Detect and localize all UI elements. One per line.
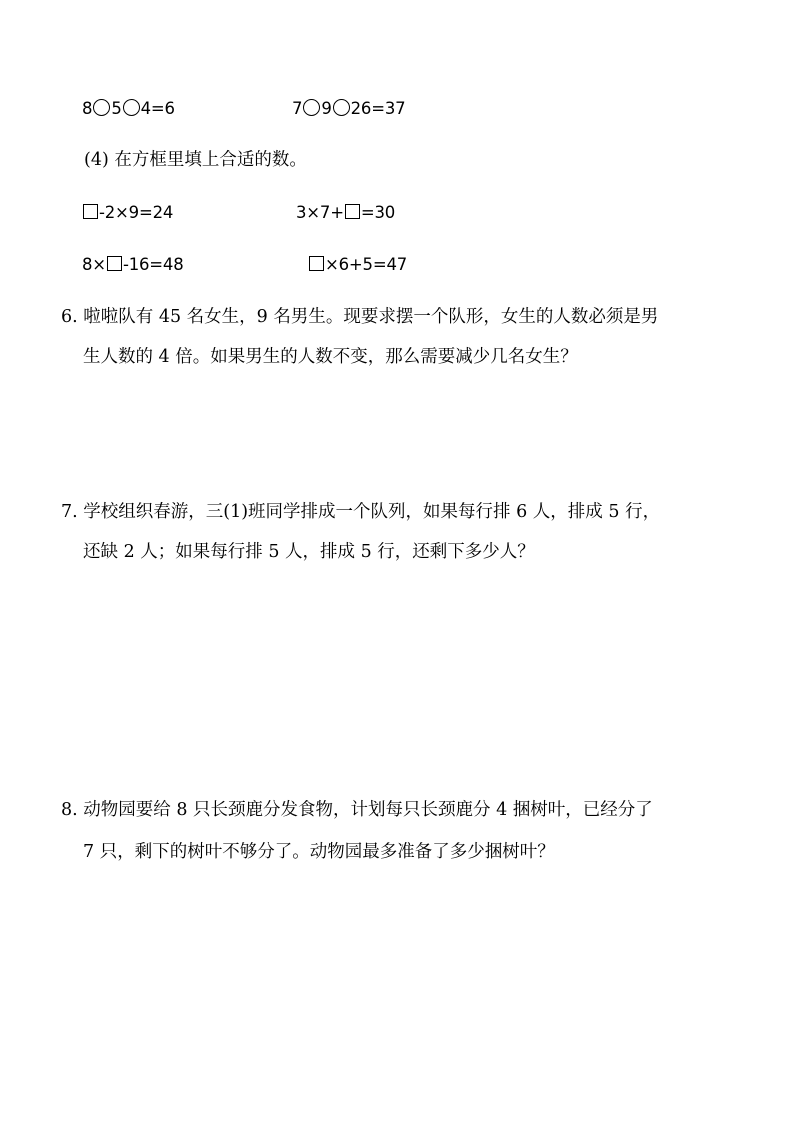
operator-circle-blank[interactable] [333, 99, 350, 116]
operator-circle-blank[interactable] [123, 99, 140, 116]
operator-circle-blank[interactable] [303, 99, 320, 116]
question-6-line-2: 生人数的 4 倍。如果男生的人数不变，那么需要减少几名女生？ [83, 347, 578, 367]
operand: 8 [82, 99, 93, 118]
equation-row2-right [296, 201, 395, 225]
question-8-line-1: 8. 动物园要给 8 只长颈鹿分发食物，计划每只长颈鹿分 4 捆树叶，已经分了 [61, 800, 653, 820]
operand: 9 [321, 99, 332, 118]
question-7-line-2: 还缺 2 人；如果每行排 5 人，排成 5 行，还剩下多少人？ [83, 542, 535, 562]
equation-row3-left [82, 253, 184, 277]
operand: 7 [292, 99, 303, 118]
question-8-line-2: 7 只，剩下的树叶不够分了。动物园最多准备了多少捆树叶？ [83, 842, 555, 862]
equation-text: ×6+5=47 [325, 255, 408, 274]
equation-row2-left [82, 201, 173, 225]
equation-text: -16=48 [122, 255, 184, 274]
answer-box-blank[interactable] [107, 256, 122, 271]
equation-row3-right [308, 253, 407, 277]
question-7-line-1: 7. 学校组织春游，三(1)班同学排成一个队列，如果每行排 6 人，排成 5 行， [61, 502, 661, 522]
question-6-line-1: 6. 啦啦队有 45 名女生，9 名男生。现要求摆一个队形，女生的人数必须是男 [61, 307, 659, 327]
operator-circle-blank[interactable] [93, 99, 110, 116]
operand-result: 26=37 [350, 99, 406, 118]
equation-text: 3×7+ [296, 203, 344, 222]
operand-result: 4=6 [140, 99, 175, 118]
answer-box-blank[interactable] [83, 204, 98, 219]
answer-box-blank[interactable] [345, 204, 360, 219]
operand: 5 [111, 99, 122, 118]
answer-box-blank[interactable] [309, 256, 324, 271]
equation-text: 8× [82, 255, 106, 274]
equation-row1-left [82, 97, 175, 121]
part4-heading: (4) 在方框里填上合适的数。 [84, 150, 307, 170]
equation-row1-right [292, 97, 405, 121]
equation-text: =30 [360, 203, 396, 222]
equation-text: -2×9=24 [99, 203, 174, 222]
